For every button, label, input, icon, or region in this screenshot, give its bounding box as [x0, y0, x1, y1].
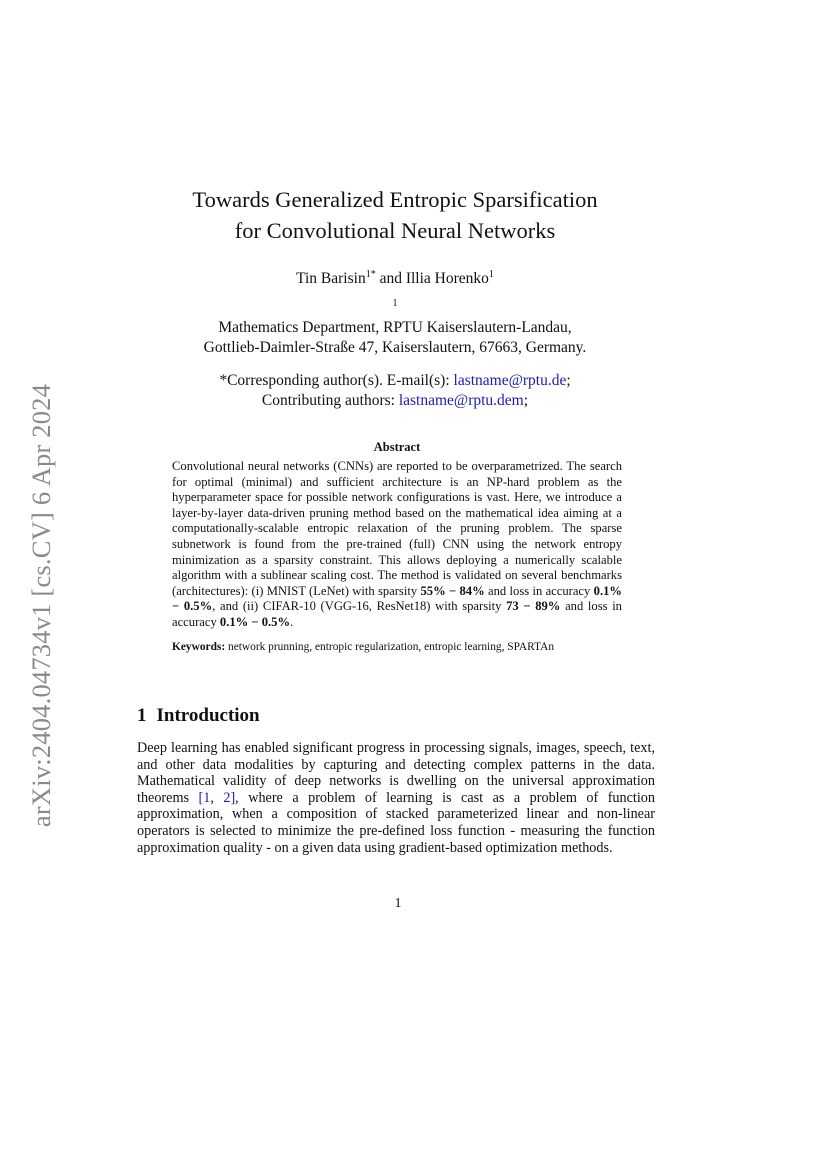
keywords-label: Keywords: — [172, 641, 226, 653]
abstract-text: and loss in accuracy — [172, 599, 622, 629]
corresponding-author-line — [140, 371, 650, 391]
contact-info — [140, 371, 650, 411]
abstract-highlight: 0.1% − 0.5% — [172, 583, 622, 614]
section-number: 1 — [137, 705, 147, 726]
abstract-text: , and (ii) CIFAR-10 (VGG-16, ResNet18) with sparsity — [212, 599, 507, 614]
citation-link[interactable]: 2 — [223, 789, 231, 806]
citation-separator: , — [210, 789, 224, 806]
abstract-text: . — [290, 614, 294, 629]
keywords-text: network prunning, entropic regularization, entropic learning, SPARTAn — [225, 641, 555, 653]
introduction-paragraph — [137, 740, 655, 856]
abstract-highlight: 0.1% − 0.5% — [219, 614, 291, 629]
punctuation: ; — [566, 372, 571, 389]
author-affiliation-marker: 1* — [365, 269, 376, 280]
section-title: Introduction — [156, 705, 260, 726]
keywords — [172, 641, 632, 653]
affiliation — [140, 298, 650, 358]
intro-text: Deep learning has enabled significant progress in processing signals, images, speech, text, and other data modalities by capturing and detecting complex patterns in the data. Mathematical validity of deep networks is dwelling on the universal approximation theorems — [137, 740, 655, 806]
punctuation: ; — [523, 392, 529, 409]
arxiv-identifier-stamp — [22, 370, 62, 840]
author-conjunction: and — [375, 270, 406, 287]
contributing-email-link[interactable]: lastname@rptu.dem — [398, 392, 524, 409]
contributing-authors-label: Contributing authors: — [261, 392, 399, 409]
author-list — [140, 270, 650, 288]
page-number: 1 — [394, 896, 402, 911]
contributing-authors-line — [140, 391, 650, 411]
abstract-highlight: 55% − 84% — [420, 583, 485, 598]
corresponding-author-label: *Corresponding author(s). E-mail(s): — [219, 372, 454, 389]
affiliation-marker: 1 — [392, 298, 398, 309]
paper-title-line-2: for Convolutional Neural Networks — [234, 218, 556, 243]
affiliation-line-2: Gottlieb-Daimler-Straße 47, Kaiserslautern, 67663, Germany. — [203, 339, 587, 356]
citation-bracket: ] — [230, 789, 236, 806]
author-name: Tin Barisin — [296, 270, 366, 287]
author-name: Illia Horenko — [405, 270, 489, 287]
citation-bracket: [ — [198, 789, 204, 806]
paper-title-line-1: Towards Generalized Entropic Sparsification — [192, 187, 598, 212]
intro-text: , where a problem of learning is cast as a problem of function approximation, when a composition of stacked parameterized linear and non-linear operators is selected to minimize the pre-defined loss function - measuring the function approximation quality - on a given data using gradient-based optimization methods. — [137, 789, 655, 856]
abstract-highlight: 73 − 89% — [506, 599, 561, 614]
author-affiliation-marker: 1 — [488, 269, 494, 280]
section-heading-introduction — [137, 705, 260, 727]
affiliation-line-1 — [140, 298, 650, 338]
abstract-heading: Abstract — [373, 440, 421, 454]
affiliation-line-1-text: Mathematics Department, RPTU Kaiserslautern-Landau, — [218, 319, 572, 336]
corresponding-email-link[interactable]: lastname@rptu.de — [453, 372, 567, 389]
citation-link[interactable]: 1 — [203, 789, 211, 806]
abstract-text: Convolutional neural networks (CNNs) are reported to be overparametrized. The search for optimal (minimal) and sufficient architecture is an NP-hard problem as the hyperparameter space for possible network configurations is vast. Here, we introduce a layer-by-layer data-driven pruning method based on the mathematical idea aiming at a computationally-scalable entropic relaxation of the pruning problem. The sparse subnetwork is found from the pre-trained (full) CNN using the network entropy minimization as a sparsity constraint. This allows deploying a numerically scalable algorithm with a sublinear scaling cost. The method is validated on several benchmarks (architectures): (i) MNIST (LeNet) with sparsity — [172, 459, 622, 598]
paper-title — [140, 184, 650, 246]
abstract-text: and loss in accuracy — [484, 583, 594, 598]
abstract-body — [172, 459, 622, 631]
arxiv-identifier-text: arXiv:2404.04734v1 [cs.CV] 6 Apr 2024 — [26, 383, 57, 827]
